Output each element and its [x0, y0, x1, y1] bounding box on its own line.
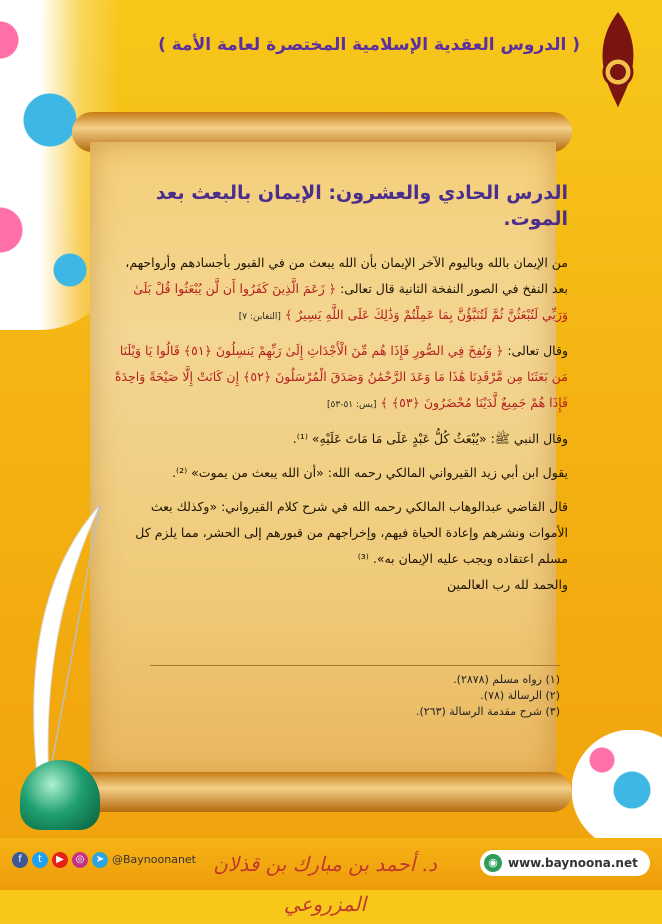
hadith-text: وقال النبي ﷺ: «يُبْعَثُ كُلُّ عَبْدٍ عَلَى مَا مَاتَ عَلَيْهِ» ⁽¹⁾. — [292, 431, 568, 446]
footnote-3: (٣) شرح مقدمة الرسالة (٢٦٣). — [415, 705, 560, 718]
social-handle: @Baynoonanet — [112, 853, 196, 866]
website-url: www.baynoona.net — [508, 856, 638, 870]
closing-praise: والحمد لله رب العالمين — [447, 577, 568, 592]
intro-text: من الإيمان بالله وباليوم الآخر الإيمان بأن الله يبعث من في القبور بأجسادهم وأرواحهم، بعد النفخ في الصور النفخة الثانية قال تعالى: — [125, 255, 568, 296]
logo-icon — [594, 10, 642, 110]
footnotes — [150, 665, 560, 720]
footer-bar — [0, 838, 662, 916]
footnote-1: (١) رواه مسلم (٢٨٧٨). — [453, 673, 560, 686]
quote-abdulwahhab: قال القاضي عبدالوهاب المالكي رحمه الله في شرح كلام القيرواني: «وكذلك بعث الأموات ونشرهم وإعادة الحياة فيهم، وإخراجهم من قبورهم إلى الحشر، مما يلزم كل مسلم اعتقاده ويجب عليه الإيمان به». ⁽³⁾ — [135, 499, 568, 566]
verse-2-intro: وقال تعالى: — [507, 343, 568, 358]
verse-reference-2: [يس: ٥١-٥٣] — [327, 400, 377, 410]
twitter-icon[interactable]: t — [32, 852, 48, 868]
inkwell-icon — [20, 760, 100, 830]
website-link[interactable] — [480, 850, 650, 876]
facebook-icon[interactable]: f — [12, 852, 28, 868]
footnote-2: (٢) الرسالة (٧٨). — [480, 689, 560, 702]
paragraph-intro — [108, 250, 568, 330]
quran-verse-2: ﴿ وَنُفِخَ فِي الصُّورِ فَإِذَا هُم مِّنَ الْأَجْدَاثِ إِلَىٰ رَبِّهِمْ يَنسِلُونَ ﴿٥١﴾ قَالُوا يَا وَيْلَنَا مَن بَعَثَنَا مِن مَّرْقَدِنَا هَٰذَا مَا وَعَدَ الرَّحْمَٰنُ وَصَدَقَ الْمُرْسَلُونَ ﴿٥٢﴾ إِن كَانَتْ إِلَّا صَيْحَةً وَاحِدَةً فَإِذَا هُمْ جَمِيعٌ لَّدَيْنَا مُحْضَرُونَ ﴿٥٣﴾ ﴾ — [114, 343, 568, 410]
youtube-icon[interactable]: ▶ — [52, 852, 68, 868]
lesson-content — [108, 180, 568, 598]
globe-icon: ◉ — [484, 854, 502, 872]
quote-qayrawani: يقول ابن أبي زيد القيرواني المالكي رحمه الله: «أن الله يبعث من يموت» ⁽²⁾. — [172, 465, 568, 480]
quran-verse-1: ﴿ زَعَمَ الَّذِينَ كَفَرُوا أَن لَّن يُبْعَثُوا قُلْ بَلَىٰ وَرَبِّي لَتُبْعَثُنَّ ثُمَّ لَتُنَبَّؤُنَّ بِمَا عَمِلْتُمْ وَذَٰلِكَ عَلَى اللَّهِ يَسِيرٌ ﴾ — [133, 281, 568, 322]
scroll-bottom-roll — [72, 772, 572, 812]
telegram-icon[interactable]: ➤ — [92, 852, 108, 868]
instagram-icon[interactable]: ◎ — [72, 852, 88, 868]
social-icons — [12, 852, 108, 868]
decorative-ornament-right — [572, 730, 662, 850]
verse-reference-1: [التغابن: ٧] — [238, 312, 281, 322]
series-title: ( الدروس العقدية الإسلامية المختصرة لعامة الأمة ) — [158, 35, 580, 55]
lesson-title: الدرس الحادي والعشرون: الإيمان بالبعث بعد الموت. — [155, 182, 568, 230]
paragraph-verse-2 — [108, 338, 568, 418]
author-signature: د. أحمد بن مبارك بن قذلان المزروعي — [213, 852, 437, 916]
